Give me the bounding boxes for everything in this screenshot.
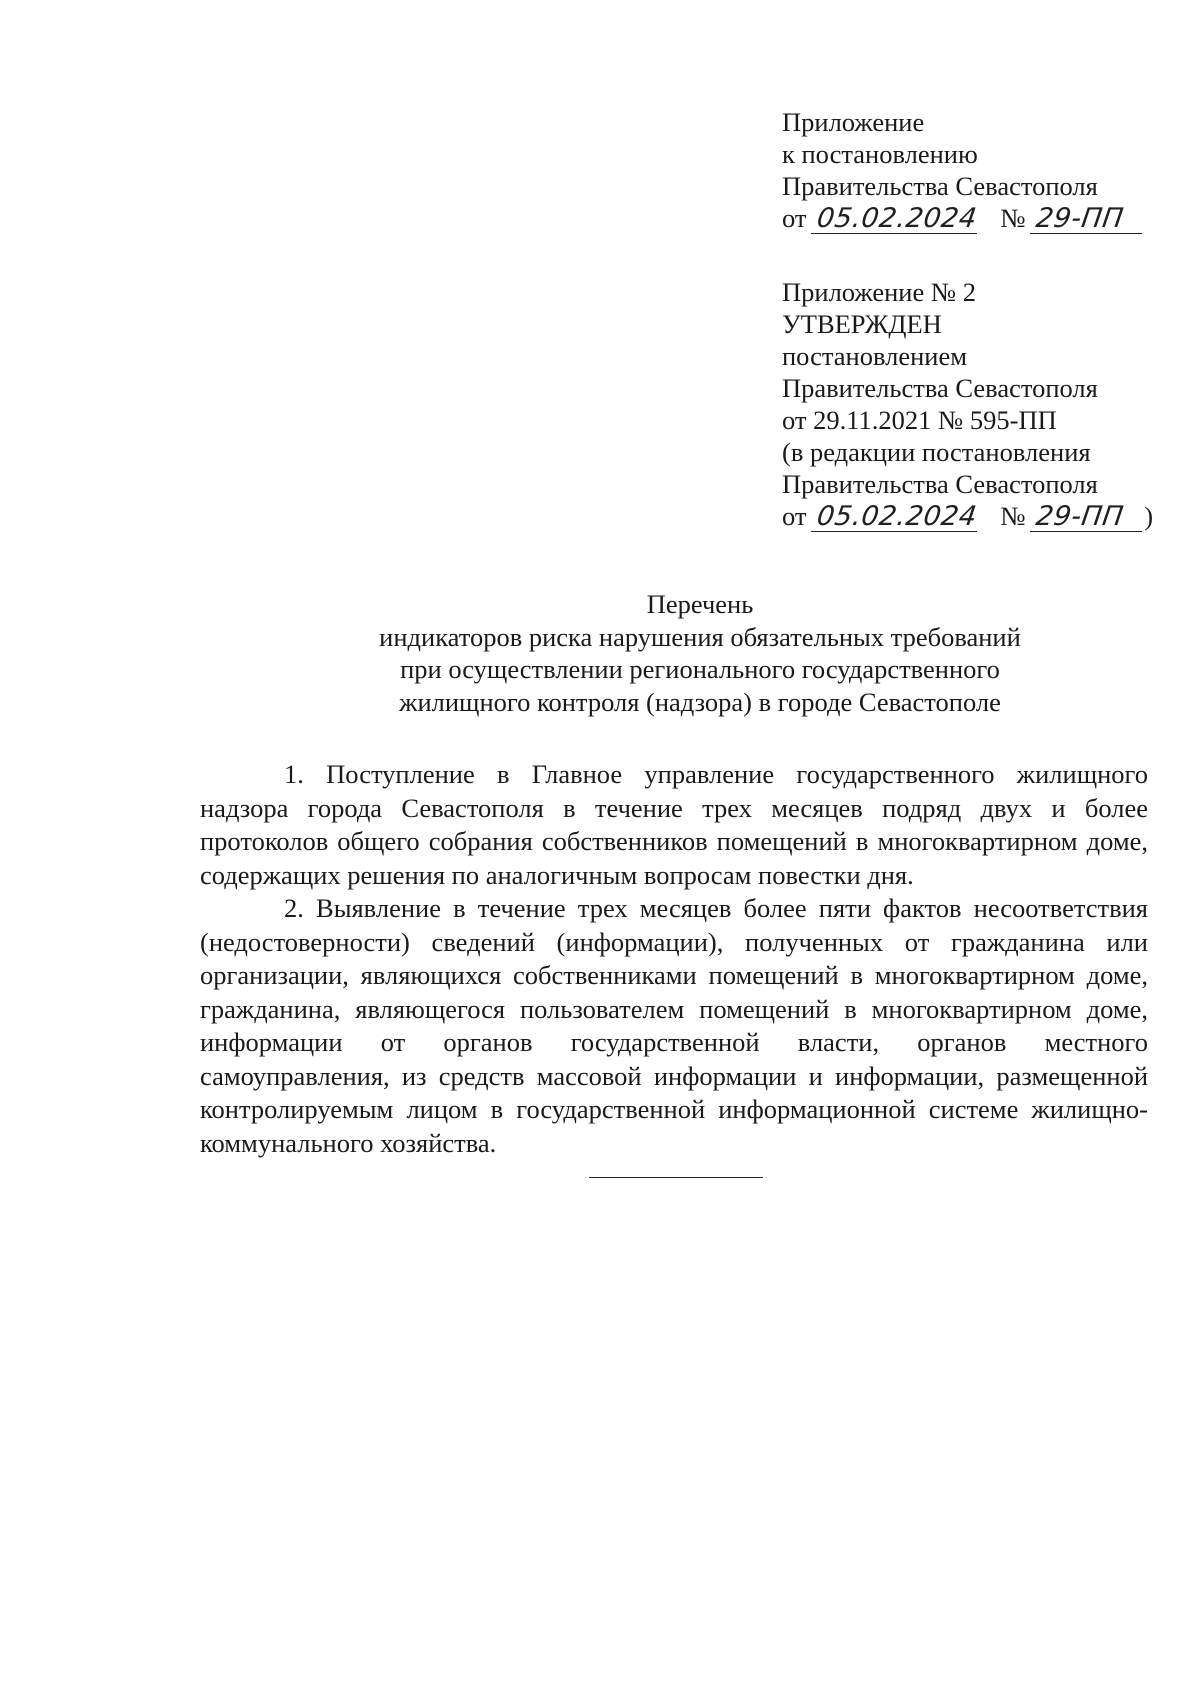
approval-line: к постановлению (782, 139, 978, 169)
appendix-line: (в редакции постановления (782, 437, 1091, 467)
appendix-line: постановлением (782, 341, 967, 371)
appendix-line: от 29.11.2021 № 595-ПП (782, 405, 1057, 435)
number-sign: № (1000, 203, 1026, 233)
approval-line: Приложение (782, 107, 925, 137)
appendix-date-line (782, 500, 1153, 532)
list-item: 1. Поступление в Главное управление государственного жилищного надзора города Севастополя в течение трех месяцев подряд двух и более протоколов общего собрания собственников помещений в многоквартирном доме, содержащих решения по аналогичным вопросам повестки дня. (200, 759, 1148, 890)
appendix-line: Правительства Севастополя (782, 373, 1098, 403)
closing-paren: ) (1144, 501, 1154, 531)
date-prefix: от (782, 203, 807, 233)
title-line: при осуществлении регионального государственного (400, 654, 1000, 684)
end-divider (589, 1177, 763, 1178)
date-prefix: от (782, 501, 807, 531)
approval-block (782, 106, 1144, 234)
handwritten-number: 29-ПП (1030, 205, 1146, 234)
list-item: 2. Выявление в течение трех месяцев более пяти фактов несоответствия (недостоверности) сведений (информации), полученных от гражданина или организации, являющихся собственниками помещений в многоквартирном доме, гражданина, являющегося пользователем помещений в многоквартирном доме, информации от органов государственной власти, органов местного самоуправления, из средств массовой информации и информации, размещенной контролируемым лицом в государственной информационной системе жилищно-коммунального хозяйства. (200, 893, 1148, 1158)
document-body (200, 758, 1148, 1160)
handwritten-number: 29-ПП (1030, 503, 1146, 532)
appendix-line: УТВЕРЖДЕН (782, 309, 942, 339)
appendix-line: Правительства Севастополя (782, 469, 1098, 499)
handwritten-date: 05.02.2024 (811, 205, 981, 234)
approval-date-line (782, 202, 1144, 234)
title-line: Перечень (646, 589, 754, 619)
document-title (200, 588, 1200, 718)
handwritten-date: 05.02.2024 (811, 503, 981, 532)
title-line: индикаторов риска нарушения обязательных требований (379, 621, 1021, 652)
number-sign: № (1000, 501, 1026, 531)
appendix-line: Приложение № 2 (782, 277, 977, 307)
appendix-block (782, 276, 1153, 532)
approval-line: Правительства Севастополя (782, 171, 1098, 201)
title-line: жилищного контроля (надзора) в городе Севастополе (399, 686, 1001, 717)
